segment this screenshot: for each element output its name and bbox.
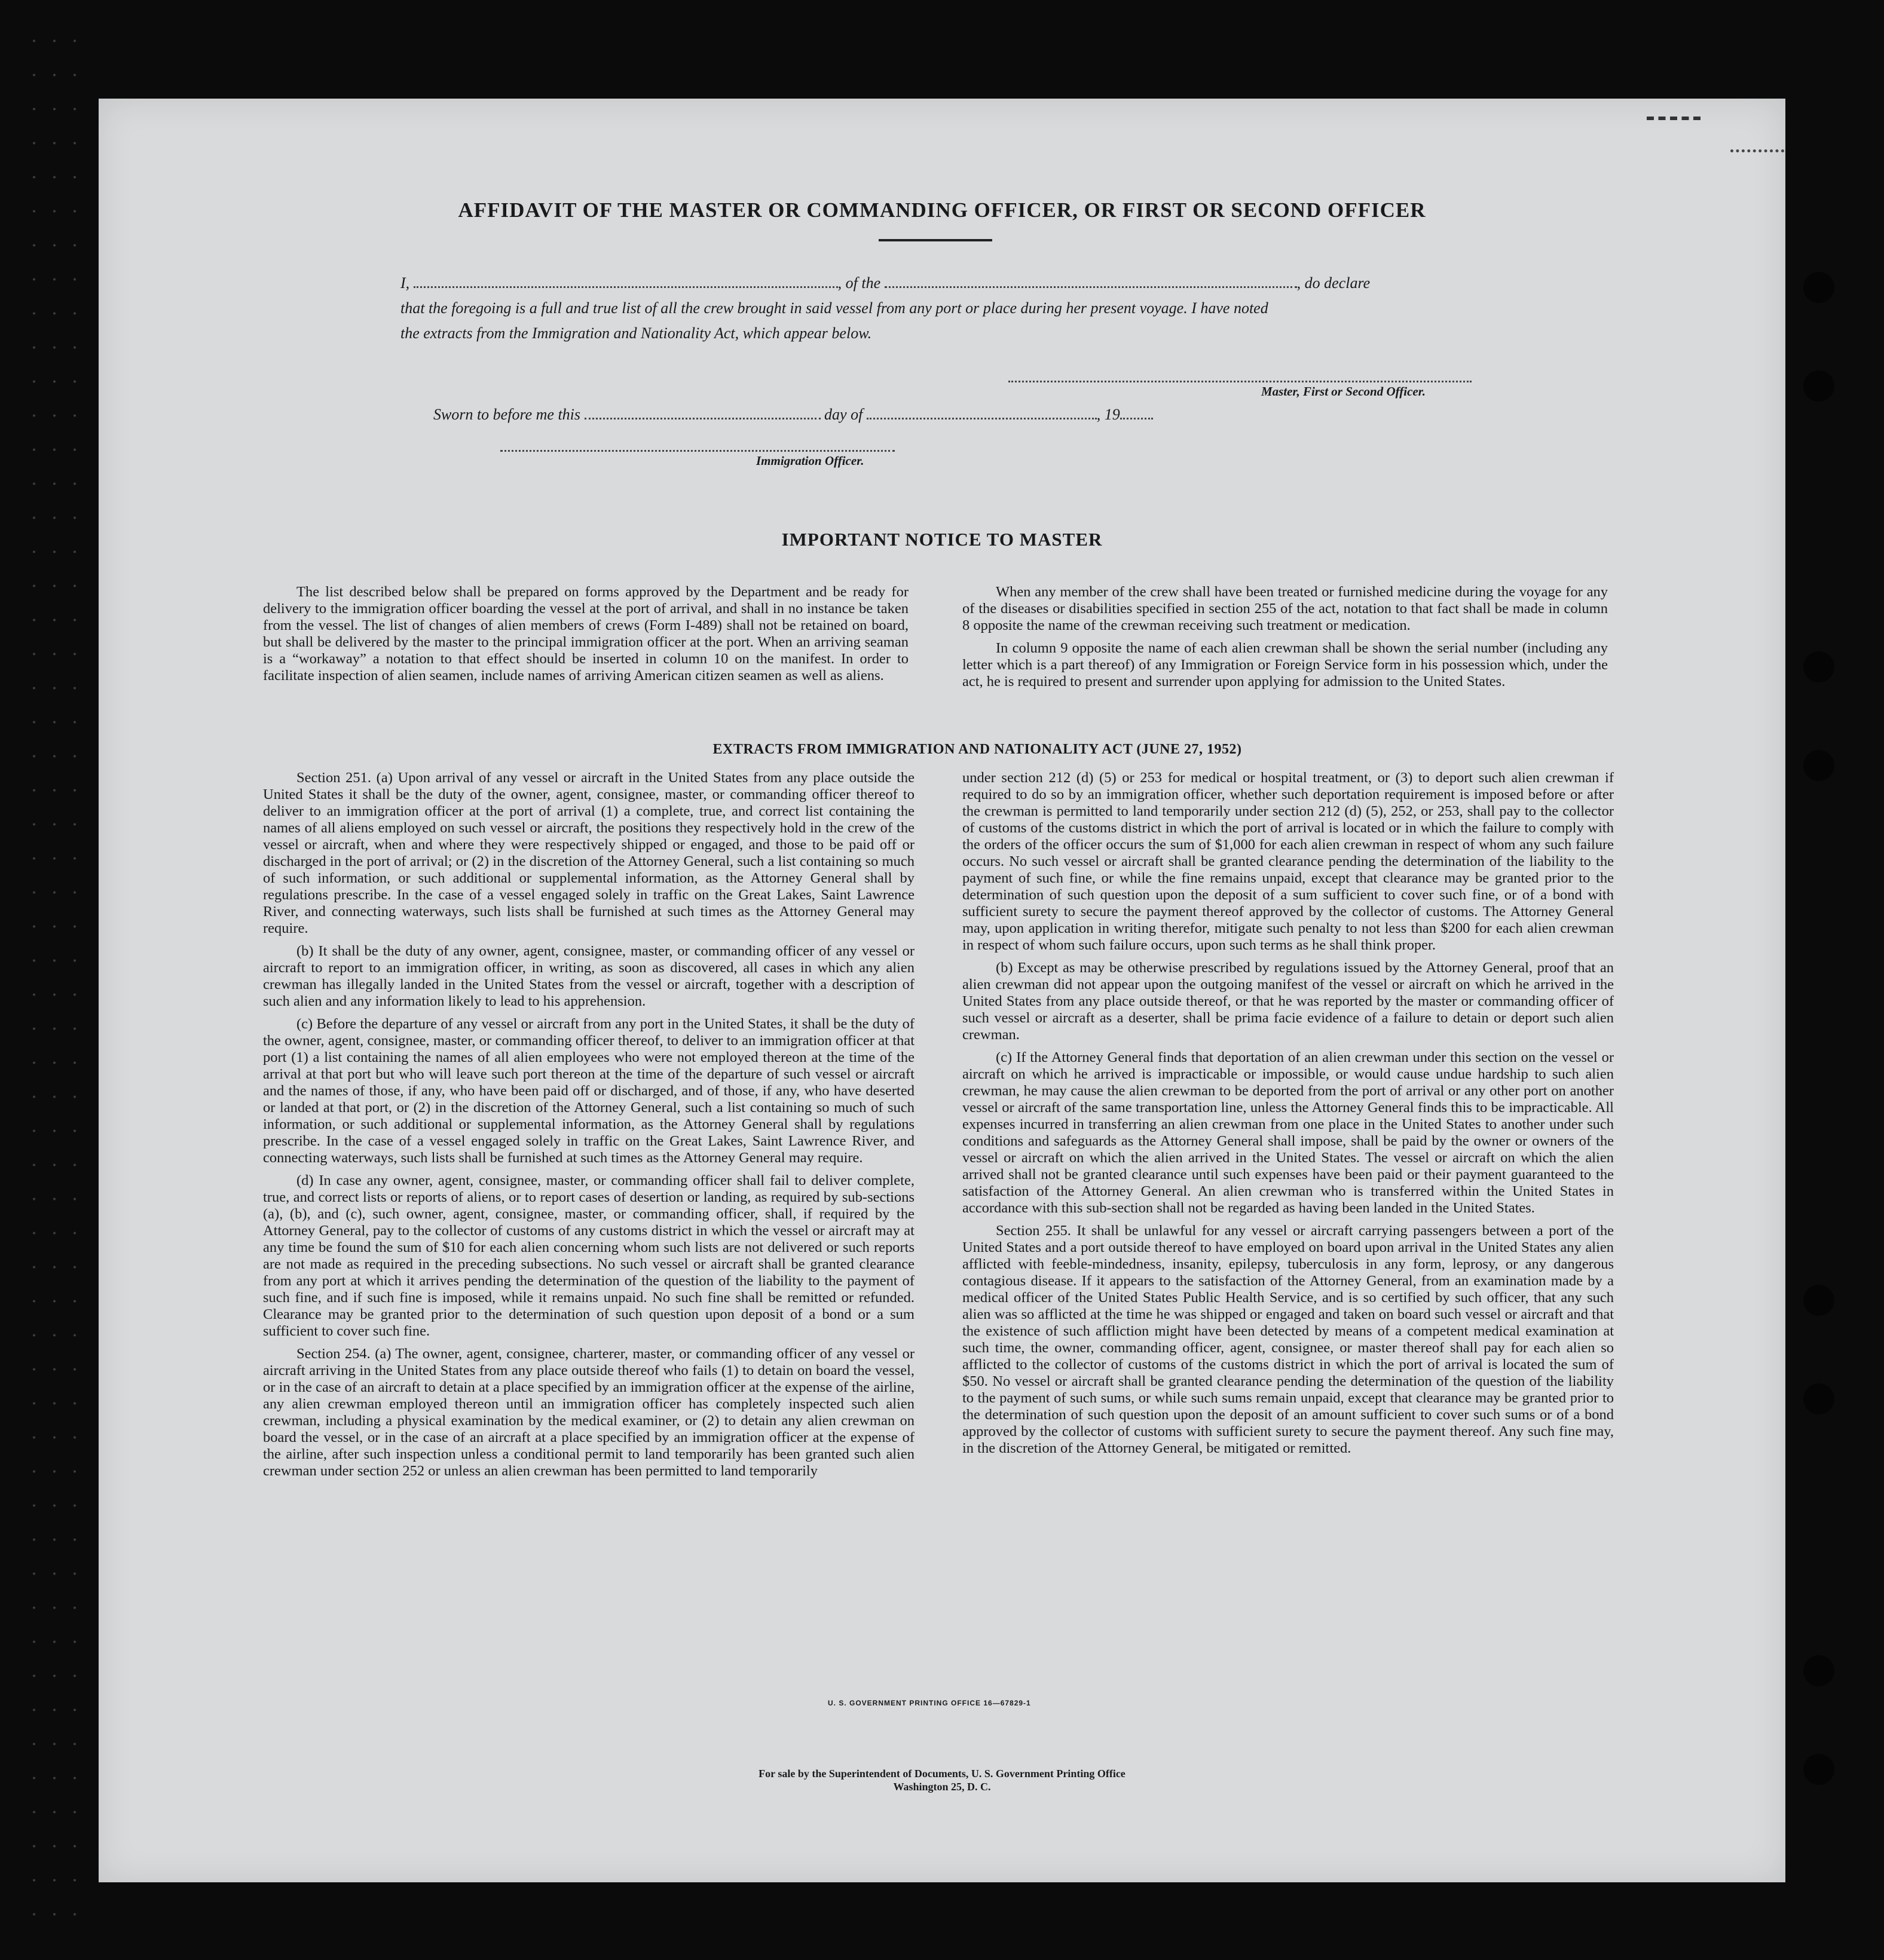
day-blank[interactable] (585, 405, 821, 419)
sworn-label: Sworn to before me this (433, 406, 581, 423)
scan-mark (1647, 117, 1701, 126)
scan-mark (1730, 149, 1784, 158)
notice-title: IMPORTANT NOTICE TO MASTER (781, 529, 1103, 550)
notice-left-column (263, 584, 909, 690)
sworn-fill-line (433, 402, 1509, 427)
declaration-text-line1: that the foregoing is a full and true list of all the crew brought in said vessel from any port or place during her present voyage. I have noted (400, 299, 1268, 317)
punch-hole (1803, 750, 1834, 781)
punch-hole (1803, 651, 1834, 682)
do-declare-label: , do declare (1296, 274, 1371, 292)
notice-paragraph: The list described below shall be prepared on forms approved by the Department and be ready for delivery to the immigration officer boarding the vessel at the port of arrival, and shall in no instance be taken from the vessel. The list of changes of alien members of crews (Form I-489) shall not be retained on board, but shall be delivered by the master to the principal immigration officer at the port. When an arriving seaman is a “workaway” a notation to that effect should be inserted in column 10 on the manifest. In order to facilitate inspection of alien seamen, include names of arriving American citizen seamen as well as aliens. (263, 584, 909, 684)
day-of-label: day of (824, 406, 863, 423)
punch-hole (1803, 1285, 1834, 1316)
scan-edge-noise (24, 24, 78, 1936)
year-label: , 19 (1096, 406, 1120, 423)
declaration-text-line2: the extracts from the Immigration and Nationality Act, which appear below. (400, 324, 872, 342)
extracts-right-column (962, 770, 1614, 1463)
master-signature-line[interactable] (1008, 381, 1472, 382)
extracts-left-column (263, 770, 915, 1486)
officer-signature-label: Immigration Officer. (756, 454, 864, 468)
month-blank[interactable] (867, 405, 1097, 419)
extract-paragraph: (b) Except as may be otherwise prescribed by regulations issued by the Attorney General, proof that an alien crewman did not appear upon the outgoing manifest of the vessel or aircraft on which he arrived in the United States from any place outside thereof, or that he was reported by the master or commanding officer of such vessel or aircraft as a deserter, shall be prima facie evidence of a failure to detain or deport such alien crewman. (962, 960, 1614, 1043)
master-signature-label: Master, First or Second Officer. (1261, 384, 1426, 399)
affidavit-title: AFFIDAVIT OF THE MASTER OR COMMANDING OFFICER, OR FIRST OR SECOND OFFICER (458, 198, 1426, 222)
vessel-blank[interactable] (885, 273, 1297, 288)
name-blank[interactable] (414, 273, 838, 288)
i-label: I, (400, 274, 410, 292)
punch-hole (1803, 1655, 1834, 1686)
extract-paragraph: (d) In case any owner, agent, consignee, master, or commanding officer shall fail to deliver complete, true, and correct lists or reports of aliens, or to report cases of desertion or landing, as required by sub-sections (a), (b), and (c), such owner, agent, consignee, master, or commanding officer, shall, if required by the Attorney General, pay to the collector of customs of any customs district in which the vessel or aircraft may at any time be found the sum of $10 for each alien concerning whom such lists are not delivered or such reports are not made as required in the preceding subsections. No such vessel or aircraft shall be granted clearance from any port at which it arrives pending the determination of the question of the liability to the payment of such fine, and if such fine is imposed, while it remains unpaid. No such fine shall be remitted or refunded. Clearance may be granted prior to the determination of such question upon deposit of a bond or a sum sufficient to cover such fine. (263, 1172, 915, 1339)
form-sheet (99, 99, 1785, 1882)
extract-paragraph: Section 254. (a) The owner, agent, consignee, charterer, master, or commanding officer of any vessel or aircraft arriving in the United States from any place outside thereof who fails (1) to detain on board the vessel, or in the case of an aircraft to detain at a place specified by an immigration officer at the expense of the airline, any alien crewman employed thereon until an immigration officer has completely inspected such alien crewman, including a physical examination by the medical examiner, or (2) to detain any alien crewman on board the vessel, or in the case of an aircraft at a place specified by an immigration officer at the expense of the airline, after such inspection unless a conditional permit to land temporarily has been granted such alien crewman under section 252 or unless an alien crewman has been permitted to land temporarily (263, 1346, 915, 1479)
notice-paragraph: In column 9 opposite the name of each alien crewman shall be shown the serial number (including any letter which is a part thereof) of any Immigration or Foreign Service form in his possession which, under the act, he is required to present and surrender upon applying for admission to the United States. (962, 640, 1608, 690)
footer-line1: For sale by the Superintendent of Documents, U. S. Government Printing Office (759, 1768, 1125, 1780)
notice-right-column (962, 584, 1608, 696)
extract-paragraph: (b) It shall be the duty of any owner, agent, consignee, master, or commanding officer of any vessel or aircraft to report to an immigration officer, in writing, as soon as discovered, all cases in which any alien crewman has illegally landed in the United States from the vessel or aircraft, together with a description of such alien and any information likely to lead to his apprehension. (263, 943, 915, 1009)
extract-paragraph: (c) If the Attorney General finds that deportation of an alien crewman under this section on the vessel or aircraft on which he arrived is impracticable or impossible, or would cause undue hardship to such alien crewman, he may cause the alien crewman to be deported from the port of arrival or any other port on another vessel or aircraft of the same transportation line, unless the Attorney General finds this to be impracticable. All expenses incurred in transferring an alien crewman from one place in the United States to another under such conditions and safeguards as the Attorney General shall impose, shall be paid by the owner or owners of the vessel or aircraft on which the alien arrived in the United States. The vessel or aircraft on which the alien arrived shall not be granted clearance until such expenses have been paid or their payment guaranteed to the satisfaction of the Attorney General. An alien crewman who is transferred within the United States in accordance with this sub-section shall not be regarded as having been landed in the United States. (962, 1049, 1614, 1216)
punch-hole (1803, 272, 1834, 303)
extract-paragraph: Section 255. It shall be unlawful for any vessel or aircraft carrying passengers between a port of the United States and a port outside thereof to have employed on board upon arrival in the United States any alien afflicted with feeble-mindedness, insanity, epilepsy, tuberculosis in any form, leprosy, or any dangerous contagious disease. If it appears to the satisfaction of the Attorney General, from an examination made by a medical officer of the United States Public Health Service, and is so certified by such officer, that any such alien was so afflicted at the time he was shipped or engaged and taken on board such vessel or aircraft and that the existence of such affliction might have been detected by means of a competent medical examination at such time, the owner, commanding officer, agent, consignee, or master thereof shall pay for each alien so afflicted to the collector of customs of the customs district in which the port of arrival is located the sum of $50. No vessel or aircraft shall be granted clearance pending the determination of the question of the liability to the payment of such sums, or while such sums remain unpaid, except that clearance may be granted prior to the determination of such question upon the deposit of an amount sufficient to cover such sums or of a bond approved by the collector of customs with sufficient surety to secure the payment thereof. Any such fine may, in the discretion of the Attorney General, be mitigated or remitted. (962, 1223, 1614, 1456)
punch-hole (1803, 1383, 1834, 1414)
declaration-fill-line (400, 271, 1476, 296)
footer-line2: Washington 25, D. C. (893, 1781, 991, 1793)
punch-hole (1803, 370, 1834, 402)
extract-paragraph: Section 251. (a) Upon arrival of any vessel or aircraft in the United States from any place outside the United States it shall be the duty of the owner, agent, consignee, master, or commanding officer thereof to deliver to an immigration officer at the port of arrival (1) a complete, true, and correct list containing the names of all aliens employed on such vessel or aircraft, the positions they respectively hold in the crew of the vessel or aircraft, when and where they were respectively shipped or engaged, and those to be paid off or discharged in the port of arrival; or (2) in the discretion of the Attorney General, such a list containing so much of such information, or such additional or supplemental information, as the Attorney General shall by regulations prescribe. In the case of a vessel engaged solely in traffic on the Great Lakes, Saint Lawrence River, and connecting waterways, such lists shall be furnished at such times as the Attorney General may require. (263, 770, 915, 936)
extract-paragraph: under section 212 (d) (5) or 253 for medical or hospital treatment, or (3) to deport such alien crewman if required to do so by an immigration officer, whether such deportation requirement is imposed before or after the crewman is permitted to land temporarily under section 212 (d) (5), 252, or 253, shall pay to the collector of customs of the customs district in which the port of arrival is located or in which the failure to comply with the orders of the officer occurs the sum of $1,000 for each alien crewman in respect of whom any such failure occurs. No such vessel or aircraft shall be granted clearance pending the determination of the liability to the payment of such fine, or while the fine remains unpaid, except that clearance may be granted prior to the determination of such question upon the deposit of a sum sufficient to cover such fine, or of a bond with sufficient surety to secure the payment thereof approved by the collector of customs. The Attorney General may, upon application in writing therefor, mitigate such penalty to not less than $200 for each alien crewman in respect of whom such failure occurs, upon such terms as he shall think proper. (962, 770, 1614, 953)
punch-hole (1803, 1754, 1834, 1785)
of-the-label: , of the (837, 274, 881, 292)
extract-paragraph: (c) Before the departure of any vessel or aircraft from any port in the United States, it shall be the duty of the owner, agent, consignee, master, or commanding officer thereof, to deliver to an immigration officer at that port (1) a list containing the names of all alien employees who were not employed thereon at the time of the arrival at that port but who will leave such port thereon at the time of the departure of such vessel or aircraft and the names of those, if any, who have been paid off or discharged, and of those, if any, who have deserted or landed at that port, or (2) in the discretion of the Attorney General, such a list containing so much of such information, or such additional or supplemental information, as the Attorney General shall by regulations prescribe. In the case of a vessel engaged solely in traffic on the Great Lakes, Saint Lawrence River, and connecting waterways, such lists shall be furnished at such times as the Attorney General may require. (263, 1016, 915, 1166)
extracts-title: EXTRACTS FROM IMMIGRATION AND NATIONALITY ACT (JUNE 27, 1952) (712, 742, 1242, 757)
title-rule (879, 239, 992, 241)
year-blank[interactable] (1120, 405, 1153, 419)
sale-footer (99, 1767, 1785, 1793)
notice-paragraph: When any member of the crew shall have been treated or furnished medicine during the voyage for any of the diseases or disabilities specified in section 255 of the act, notation to that fact shall be made in column 8 opposite the name of the crewman receiving such treatment or medication. (962, 584, 1608, 633)
officer-signature-line[interactable] (500, 450, 895, 452)
printer-mark: U. S. GOVERNMENT PRINTING OFFICE 16—67829-1 (828, 1699, 1031, 1707)
